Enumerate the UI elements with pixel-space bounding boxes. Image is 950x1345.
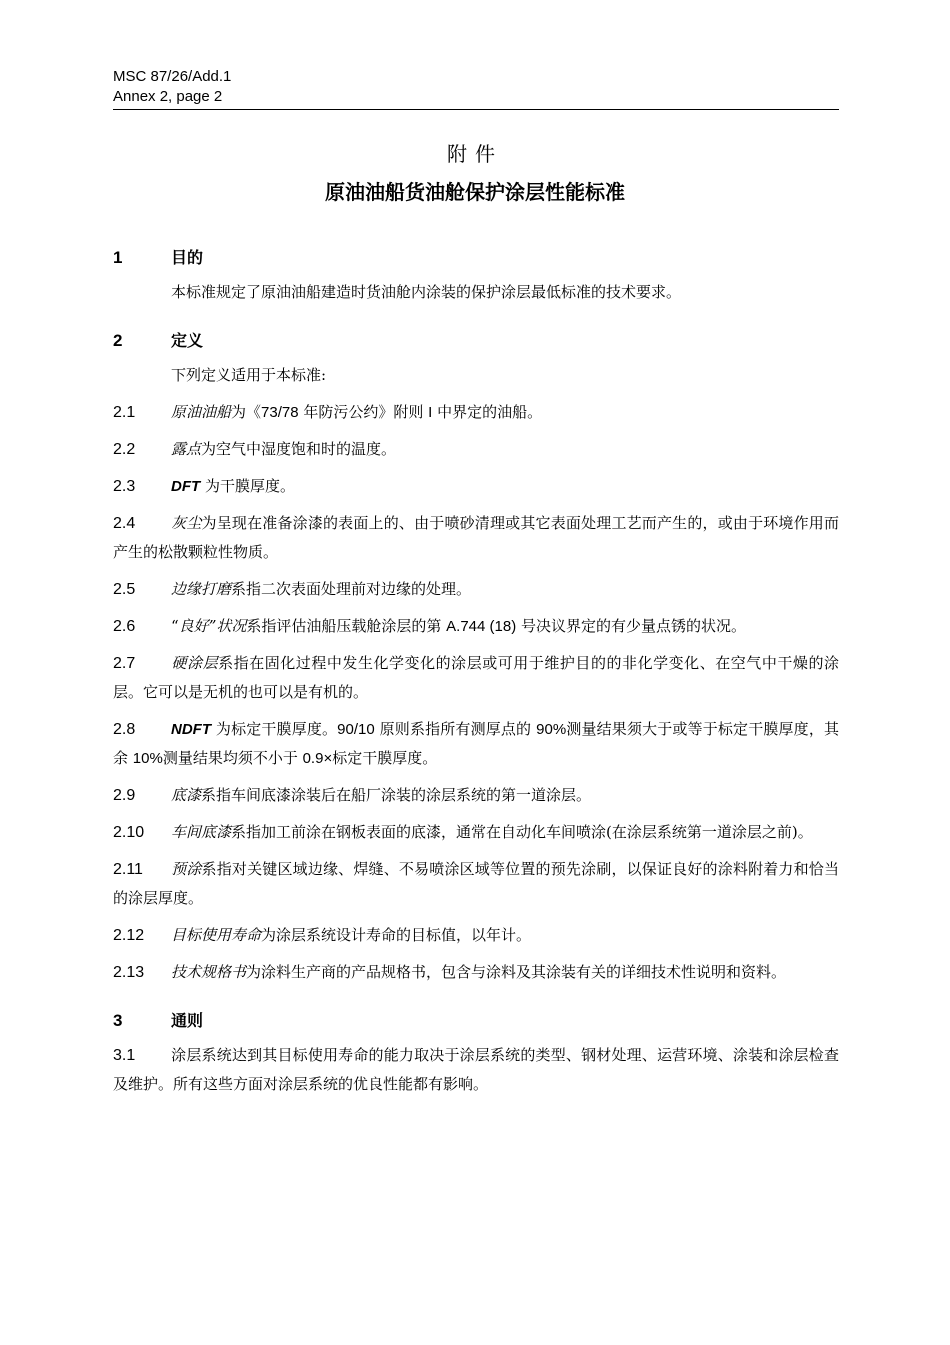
section-title: 通则	[171, 1011, 204, 1030]
document-body	[113, 246, 839, 1099]
item-number: 2.8	[113, 721, 136, 738]
section-heading-1	[113, 246, 839, 270]
section-number: 1	[113, 248, 123, 267]
defined-term: 露点	[171, 440, 202, 458]
item-number: 2.13	[113, 964, 145, 981]
defined-term: 硬涂层	[171, 654, 219, 672]
definition-item: 2.2 露点为空气中湿度饱和时的温度。	[113, 435, 839, 464]
definition-item: 2.10 车间底漆系指加工前涂在钢板表面的底漆，通常在自动化车间喷涂(在涂层系统第一道涂层之前)。	[113, 818, 839, 847]
definitions-intro: 下列定义适用于本标准:	[171, 366, 327, 384]
definition-item: 2.1 原油油船为《73/78 年防污公约》附则 I 中界定的油船。	[113, 398, 839, 427]
definition-item: 2.7 硬涂层系指在固化过程中发生化学变化的涂层或可用于维护目的的非化学变化、在空气中干燥的涂层。它可以是无机的也可以是有机的。	[113, 649, 839, 707]
defined-term: 原油油船	[171, 403, 232, 421]
section-number: 3	[113, 1011, 123, 1030]
item-number: 2.4	[113, 515, 136, 532]
item-number: 2.7	[113, 655, 136, 672]
section-heading-2	[113, 329, 839, 353]
defined-term: 灰尘	[171, 514, 202, 532]
item-number: 2.10	[113, 824, 145, 841]
section-title: 目的	[171, 248, 204, 267]
defined-term: 预涂	[171, 860, 202, 878]
definition-item: 2.4 灰尘为呈现在准备涂漆的表面上的、由于喷砂清理或其它表面处理工艺而产生的，或由于环境作用而产生的松散颗粒性物质。	[113, 509, 839, 567]
defined-term: DFT	[171, 478, 201, 495]
item-number: 2.3	[113, 478, 136, 495]
item-number: 2.9	[113, 787, 136, 804]
defined-term: 底漆	[171, 786, 202, 804]
definition-item: 2.6 “良好”状况系指评估油船压载舱涂层的第 A.744 (18) 号决议界定的有少量点锈的状况。	[113, 612, 839, 641]
item-number: 2.12	[113, 927, 145, 944]
definition-item: 2.13 技术规格书为涂料生产商的产品规格书，包含与涂料及其涂装有关的详细技术性说明和资料。	[113, 958, 839, 987]
section-number: 2	[113, 331, 123, 350]
appendix-heading: 附件	[447, 142, 503, 166]
section-heading-3	[113, 1009, 839, 1033]
purpose-paragraph: 本标准规定了原油油船建造时货油舱内涂装的保护涂层最低标准的技术要求。	[171, 283, 682, 301]
definition-item: 2.12 目标使用寿命为涂层系统设计寿命的目标值，以年计。	[113, 921, 839, 950]
defined-term: 车间底漆	[171, 823, 232, 841]
document-title: 原油油船货油舱保护涂层性能标准	[325, 180, 625, 204]
paragraph-text: 涂层系统达到其目标使用寿命的能力取决于涂层系统的类型、钢材处理、运营环境、涂装和涂层检查及维护。所有这些方面对涂层系统的优良性能都有影响。	[113, 1046, 839, 1093]
page-header	[113, 67, 839, 110]
defined-term: 目标使用寿命	[171, 926, 262, 944]
item-number: 2.6	[113, 618, 136, 635]
item-number: 2.1	[113, 404, 136, 421]
item-number: 2.11	[113, 861, 143, 878]
defined-term: 边缘打磨	[171, 580, 232, 598]
paragraph-item	[113, 1041, 839, 1099]
defined-term: 技术规格书	[171, 963, 247, 981]
page-reference: Annex 2, page 2	[113, 88, 223, 105]
section-title: 定义	[171, 331, 204, 350]
item-number: 3.1	[113, 1047, 136, 1064]
definition-item: 2.11 预涂系指对关键区域边缘、焊缝、不易喷涂区域等位置的预先涂刷，以保证良好的涂料附着力和恰当的涂层厚度。	[113, 855, 839, 913]
item-number: 2.5	[113, 581, 136, 598]
definition-item: 2.3 DFT 为干膜厚度。	[113, 472, 839, 501]
definition-item: 2.5 边缘打磨系指二次表面处理前对边缘的处理。	[113, 575, 839, 604]
item-number: 2.2	[113, 441, 136, 458]
defined-term: NDFT	[171, 721, 211, 738]
definition-item: 2.9 底漆系指车间底漆涂装后在船厂涂装的涂层系统的第一道涂层。	[113, 781, 839, 810]
document-symbol: MSC 87/26/Add.1	[113, 68, 232, 85]
definition-item: 2.8 NDFT 为标定干膜厚度。90/10 原则系指所有测厚点的 90%测量结果须大于或等于标定干膜厚度，其余 10%测量结果均须不小于 0.9×标定干膜厚度。	[113, 715, 839, 773]
defined-term: 良好	[178, 617, 209, 635]
